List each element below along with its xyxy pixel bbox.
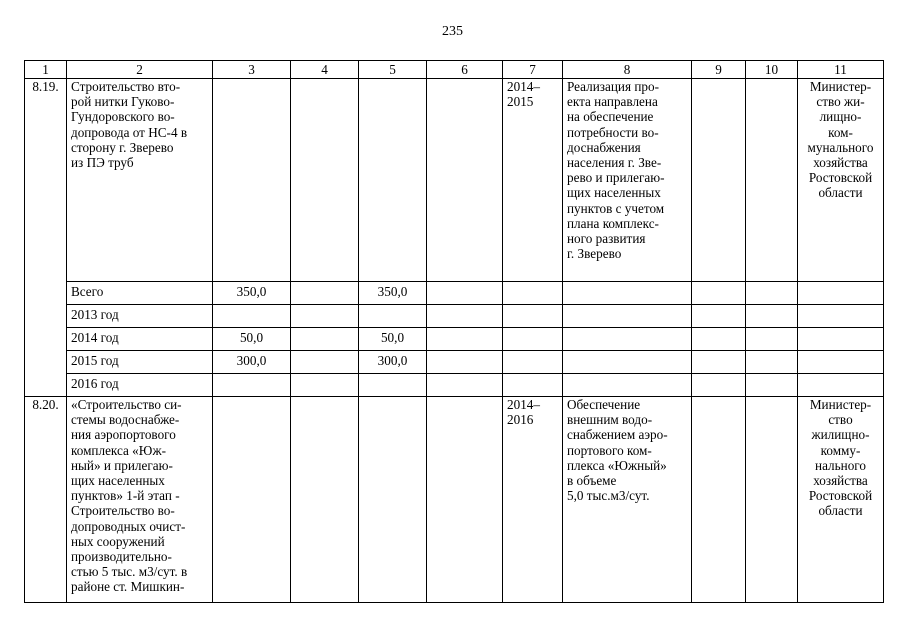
cell-col3-value: 300,0 [213,351,291,374]
program-table [24,60,884,603]
cell-col6 [427,397,503,603]
cell-col10 [746,305,798,328]
cell-col11 [798,328,884,351]
cell-col5-value: 50,0 [359,328,427,351]
cell-col7 [503,328,563,351]
cell-col10 [746,374,798,397]
year-label: 2016 год [67,374,213,397]
cell-col4 [291,328,359,351]
cell-col4 [291,79,359,282]
year-label: 2013 год [67,305,213,328]
cell-col6 [427,374,503,397]
column-header-7: 7 [503,61,563,79]
table-row [25,397,884,603]
cell-col3-value: 50,0 [213,328,291,351]
cell-col9 [692,351,746,374]
table-row [25,351,884,374]
page-number: 235 [442,24,463,39]
cell-col6 [427,282,503,305]
cell-col10 [746,79,798,282]
cell-col5-value [359,305,427,328]
column-header-8: 8 [563,61,692,79]
cell-col10 [746,282,798,305]
row-number: 8.20. [25,397,67,603]
cell-col7 [503,351,563,374]
cell-col11 [798,374,884,397]
table-row [25,305,884,328]
column-header-11: 11 [798,61,884,79]
cell-col5 [359,397,427,603]
responsible-executor: Министер- ство жилищно- комму- нального хозяйства Ростовской области [798,397,884,603]
cell-col10 [746,351,798,374]
cell-col9 [692,282,746,305]
measure-name: «Строительство си- стемы водоснабже- ния аэропортового комплекса «Юж- ный» и прилегаю- щих населенных пунктов» 1-й этап - Строительство во- допроводных очист- ных сооружений производительно- стью 5 тыс. м3/сут. в районе ст. Мишкин- [67,397,213,603]
cell-col6 [427,79,503,282]
cell-col4 [291,305,359,328]
column-header-6: 6 [427,61,503,79]
column-number-row [25,61,884,79]
column-header-5: 5 [359,61,427,79]
cell-col8 [563,282,692,305]
cell-col7 [503,282,563,305]
cell-col8 [563,328,692,351]
cell-col10 [746,328,798,351]
expected-result: Обеспечение внешним водо- снабжением аэро- портового ком- плекса «Южный» в объеме 5,0 тыс.м3/сут. [563,397,692,603]
year-label: 2014 год [67,328,213,351]
column-header-10: 10 [746,61,798,79]
cell-col3 [213,79,291,282]
cell-col8 [563,351,692,374]
cell-col9 [692,79,746,282]
cell-col6 [427,328,503,351]
cell-col11 [798,282,884,305]
cell-col3-value: 350,0 [213,282,291,305]
cell-col7 [503,374,563,397]
column-header-4: 4 [291,61,359,79]
cell-col8 [563,374,692,397]
cell-col5-value: 350,0 [359,282,427,305]
cell-col6 [427,305,503,328]
cell-col4 [291,282,359,305]
cell-col7 [503,305,563,328]
cell-col3 [213,397,291,603]
column-header-2: 2 [67,61,213,79]
cell-col4 [291,351,359,374]
implementation-period: 2014– 2015 [503,79,563,282]
cell-col3-value [213,374,291,397]
table-row [25,374,884,397]
cell-col4 [291,397,359,603]
cell-col8 [563,305,692,328]
measure-name: Строительство вто- рой нитки Гуково- Гундоровского во- допровода от НС-4 в сторону г. Зверево из ПЭ труб [67,79,213,282]
implementation-period: 2014– 2016 [503,397,563,603]
table-row [25,282,884,305]
expected-result: Реализация про- екта направлена на обеспечение потребности во- доснабжения населения г. Зве- рево и прилегаю- щих населенных пунктов с учетом плана комплекс- ного развития г. Зверево [563,79,692,282]
cell-col5-value: 300,0 [359,351,427,374]
table-row [25,79,884,282]
cell-col11 [798,305,884,328]
cell-col6 [427,351,503,374]
responsible-executor: Министер- ство жи- лищно- ком- мунального хозяйства Ростовской области [798,79,884,282]
row-number: 8.19. [25,79,67,397]
cell-col9 [692,328,746,351]
column-header-9: 9 [692,61,746,79]
cell-col3-value [213,305,291,328]
year-label: Всего [67,282,213,305]
column-header-1: 1 [25,61,67,79]
cell-col9 [692,374,746,397]
cell-col5-value [359,374,427,397]
cell-col10 [746,397,798,603]
cell-col9 [692,305,746,328]
cell-col5 [359,79,427,282]
year-label: 2015 год [67,351,213,374]
cell-col4 [291,374,359,397]
column-header-3: 3 [213,61,291,79]
table-row [25,328,884,351]
cell-col11 [798,351,884,374]
cell-col9 [692,397,746,603]
